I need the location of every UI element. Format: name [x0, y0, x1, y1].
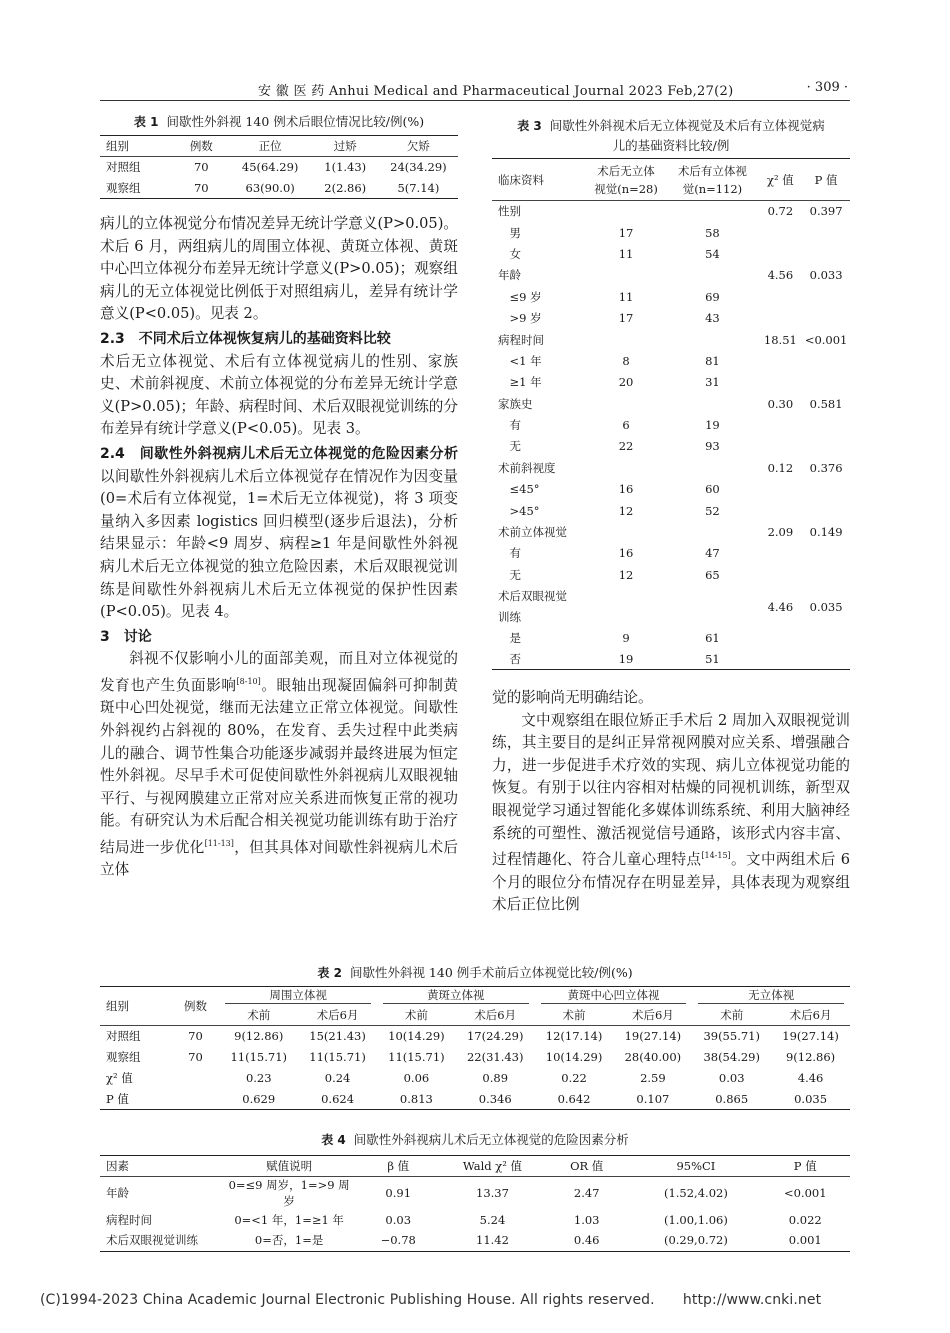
col-header: 术后6月 — [316, 1007, 359, 1022]
paragraph: 病儿的立体视觉分布情况差异无统计学意义(P>0.05)。术后 6 月，两组病儿的周围立体视、黄斑立体视、黄斑中心凹立体视分布差异无统计学意义(P>0.05)；观察组病儿的无立体视觉比例低于对照组病儿，差异有统计学意义(P<0.05)。见表 2。 — [100, 215, 458, 323]
text-run: 。眼轴出现凝固偏斜可抑制黄斑中心凹处视觉，继而无法建立正常立体视觉。间歇性外斜视约占斜视的 80%，在发育、丢失过程中此类病儿的融合、调节性集合功能逐步减弱并最终进展为恒定性外斜视。尽早手术可促使间歇性外斜视病儿双眼视轴平行、与视网膜建立正常对应关系进而恢复正常的视功能。有研究认为术后配合相关视觉功能训练有助于治疗结局进一步优化 — [100, 676, 458, 856]
table-cell: 0=≤9 周岁，1=>9 周岁 — [228, 1178, 350, 1208]
table-cell: P 值 — [106, 1091, 129, 1106]
table-cell — [802, 564, 850, 585]
table-cell — [759, 350, 803, 371]
table-row — [492, 307, 850, 328]
table-cell: 93 — [705, 439, 720, 454]
table-cell: 术前立体视觉 — [498, 525, 567, 540]
table-row — [492, 649, 850, 670]
table-cell: 1(1.43) — [324, 160, 367, 175]
table-cell: <0.001 — [783, 1186, 827, 1200]
table3-label: 表 3 — [517, 119, 542, 133]
table-cell: 43 — [705, 311, 720, 326]
table-row — [492, 414, 850, 435]
paragraph — [100, 443, 458, 624]
table-cell: 70 — [193, 160, 209, 175]
table-header-row — [100, 1156, 850, 1177]
col-header — [586, 159, 666, 201]
table-cell: 术前斜视度 — [498, 460, 556, 475]
table-cell: 女 — [498, 246, 521, 261]
table-cell: 22(31.43) — [466, 1050, 524, 1064]
table-cell: ≥1 年 — [498, 375, 542, 390]
table-header-row — [100, 987, 850, 1005]
table-cell — [586, 457, 666, 478]
table-cell: 0.91 — [385, 1186, 412, 1200]
table-cell — [802, 286, 850, 307]
table-cell: 0.22 — [561, 1071, 587, 1085]
col-group-header — [692, 987, 850, 1005]
col-header: χ² 值 — [767, 172, 794, 187]
table-cell: 47 — [705, 546, 720, 561]
table-cell — [666, 265, 758, 286]
table-cell — [759, 479, 803, 500]
col-header: 例数 — [172, 987, 220, 1026]
table-cell: 11(15.71) — [388, 1050, 445, 1064]
table-cell: 31 — [705, 375, 720, 390]
page-number: · 309 · — [806, 80, 848, 95]
citation: [11-13] — [204, 838, 234, 848]
table-cell: 无 — [498, 567, 521, 582]
col-group-header — [219, 987, 377, 1005]
table-cell — [586, 329, 666, 350]
group-label: 周围立体视 — [225, 987, 371, 1004]
table-cell — [759, 628, 803, 649]
table-cell: 19(27.14) — [624, 1029, 682, 1044]
table-cell: 15(21.43) — [309, 1029, 366, 1044]
table-cell: 2.09 — [767, 525, 794, 540]
table-cell: 年龄 — [106, 1186, 129, 1200]
col-header: 赋值说明 — [266, 1159, 313, 1173]
table-cell: 58 — [705, 225, 720, 240]
table-cell — [586, 265, 666, 286]
table-row — [492, 286, 850, 307]
table-cell: 45(64.29) — [241, 160, 299, 175]
table-cell: 家族史 — [498, 396, 533, 411]
table-cell: 0.629 — [242, 1091, 276, 1106]
table-cell: 9(12.86) — [785, 1050, 836, 1064]
table-cell — [666, 393, 758, 414]
table-cell: 2.59 — [640, 1071, 666, 1085]
citation: [14-15] — [701, 851, 731, 861]
col-header: 术前 — [562, 1007, 586, 1022]
group-label: 黄斑立体视 — [383, 987, 529, 1004]
table-header-row — [100, 136, 458, 157]
table-cell: 70 — [193, 180, 209, 195]
table-cell: 18.51 — [763, 332, 797, 347]
section-heading-3: 3 讨论 — [100, 628, 152, 645]
table-cell: 6 — [622, 418, 630, 433]
table-row — [492, 265, 850, 286]
table-cell: 0.001 — [788, 1233, 822, 1248]
table-cell — [802, 500, 850, 521]
table-row — [492, 436, 850, 457]
table-cell: 65 — [705, 567, 720, 582]
table-header-row — [492, 159, 850, 201]
table-cell: 4.46 — [767, 599, 794, 614]
table3 — [492, 158, 850, 670]
table-cell: 54 — [705, 246, 720, 261]
table2-label: 表 2 — [317, 966, 342, 980]
table-cell — [759, 372, 803, 393]
right-column-text — [492, 687, 850, 917]
paragraph: 觉的影响尚无明确结论。 — [492, 689, 653, 706]
table-cell: 病程时间 — [106, 1212, 152, 1227]
table-cell: 0.642 — [557, 1091, 591, 1106]
table-cell: 0.46 — [573, 1233, 600, 1248]
table-cell — [586, 586, 666, 628]
col-header: 组别 — [106, 139, 129, 153]
text-run: ，但其具体对间歇性斜视病儿术后立体 — [100, 838, 458, 879]
table-cell: 性别 — [498, 204, 521, 219]
table-cell: (1.52,4.02) — [663, 1186, 728, 1200]
table-cell: 11 — [618, 289, 634, 304]
table-cell: 11(15.71) — [309, 1050, 366, 1064]
col-header: 组别 — [100, 987, 172, 1026]
paragraph — [492, 710, 850, 917]
table3-body — [492, 201, 850, 586]
table-cell: 0.30 — [767, 396, 794, 411]
col-group-header — [535, 987, 693, 1005]
table4-title: 间歇性外斜视病儿术后无立体视觉的危险因素分析 — [353, 1132, 629, 1147]
table-cell: 0.107 — [636, 1091, 670, 1106]
table-cell: 19 — [618, 651, 634, 666]
table-cell: 16 — [618, 482, 634, 497]
table-cell: 0.033 — [809, 268, 843, 283]
table-cell — [759, 286, 803, 307]
table-cell — [802, 649, 850, 670]
group-label: 无立体视 — [698, 987, 844, 1004]
table-cell — [759, 243, 803, 264]
table-row — [100, 1177, 850, 1210]
table-cell: χ² 值 — [106, 1071, 133, 1085]
table-cell — [802, 436, 850, 457]
table-cell: 无 — [498, 439, 521, 454]
table-cell: 12(17.14) — [545, 1029, 603, 1044]
journal-info: 安 徽 医 药 Anhui Medical and Pharmaceutical Journal 2023 Feb,27(2) — [258, 84, 734, 99]
table-cell: (1.00,1.06) — [663, 1212, 728, 1227]
col-header: P 值 — [814, 172, 838, 187]
table-cell — [759, 414, 803, 435]
table-cell: ≤9 岁 — [498, 289, 542, 304]
table-cell — [802, 628, 850, 649]
table-cell: 60 — [705, 482, 720, 497]
table-cell: 24(34.29) — [390, 160, 447, 175]
section-heading-2-3: 2.3 不同术后立体视恢复病儿的基础资料比较 — [100, 330, 391, 347]
table-row — [100, 157, 458, 178]
table-cell: 男 — [498, 225, 521, 240]
table4 — [100, 1155, 850, 1252]
table-row — [492, 543, 850, 564]
table-cell — [586, 521, 666, 542]
table3-caption — [492, 116, 850, 156]
table-cell: 12 — [618, 567, 634, 582]
table-cell — [172, 1068, 220, 1089]
table-cell: 有 — [498, 418, 521, 433]
table-cell: 13.37 — [476, 1186, 509, 1200]
table-cell: −0.78 — [380, 1233, 416, 1248]
table-cell — [759, 564, 803, 585]
citation: [8-10] — [236, 676, 261, 686]
table-cell: 11 — [618, 246, 634, 261]
table-cell — [759, 222, 803, 243]
col-header: 因素 — [106, 1159, 129, 1173]
table-cell: 17 — [618, 225, 634, 240]
table-row — [492, 393, 850, 414]
col-header: 术后6月 — [631, 1007, 674, 1022]
table-cell: 0.72 — [767, 204, 794, 219]
header-line: 觉(n=112) — [682, 181, 743, 196]
table-cell — [802, 479, 850, 500]
table-cell: 5.24 — [479, 1212, 506, 1227]
table4-body — [100, 1177, 850, 1252]
table-cell — [586, 201, 666, 222]
table-cell — [802, 222, 850, 243]
group-label: 黄斑中心凹立体视 — [541, 987, 687, 1004]
left-column-text — [100, 213, 458, 882]
col-header: 术后6月 — [789, 1007, 832, 1022]
table-cell — [666, 457, 758, 478]
table-cell: 10(14.29) — [388, 1029, 445, 1044]
table-row — [100, 1209, 850, 1230]
header-line: 术后有立体视 — [677, 163, 747, 178]
table-cell — [759, 307, 803, 328]
table-cell: 0.376 — [809, 460, 843, 475]
table-cell: 0.022 — [788, 1212, 822, 1227]
col-header: 正位 — [258, 139, 282, 153]
paragraph-body: 以间歇性外斜视病儿术后立体视觉存在情况作为因变量(0=术后有立体视觉，1=术后无立体视觉)，将 3 项变量纳入多因素 logistics 回归模型(逐步后退法)，分析结果显示：年龄<9 周岁、病程≥1 年是间歇性外斜视病儿术后无立体视觉的独立危险因素，术后双眼视觉训练是间歇性外斜视病儿术后无立体视觉的保护性因素(P<0.05)。见表 4。 — [100, 467, 458, 621]
col-header: 欠矫 — [406, 139, 430, 153]
table-cell — [172, 1089, 220, 1110]
table-cell: 观察组 — [106, 1050, 141, 1064]
table-cell: 70 — [188, 1029, 203, 1044]
text-run: 斜视不仅影响小儿的面部美观，而且对立体视觉的发育也产生负面影响 — [100, 650, 458, 694]
table-row — [492, 329, 850, 350]
table-row — [492, 372, 850, 393]
table-cell — [666, 329, 758, 350]
table-cell: 术后双眼视觉训练 — [106, 1233, 198, 1248]
table2-caption — [100, 963, 850, 981]
table-cell — [802, 372, 850, 393]
table-cell — [759, 649, 803, 670]
table-cell: 是 — [498, 631, 521, 646]
table-cell: 0.24 — [324, 1071, 351, 1085]
table-cell — [802, 414, 850, 435]
col-header: 术前 — [247, 1007, 271, 1022]
table-cell: <0.001 — [804, 332, 848, 347]
table-cell: 39(55.71) — [703, 1029, 760, 1044]
table-cell: 0.397 — [809, 204, 843, 219]
table3-title: 间歇性外斜视术后无立体视觉及术后有立体视觉病 — [549, 118, 825, 133]
table-cell: >9 岁 — [498, 311, 542, 326]
table-cell: 0.89 — [482, 1071, 509, 1085]
table-row — [100, 1068, 850, 1089]
table-cell: <1 年 — [498, 353, 542, 368]
col-header — [666, 159, 758, 201]
table-cell: 19(27.14) — [782, 1029, 839, 1044]
table-cell: 9(12.86) — [234, 1029, 284, 1044]
table-cell: 有 — [498, 546, 521, 561]
col-header: P 值 — [793, 1159, 817, 1173]
header-line: 视觉(n=28) — [594, 181, 658, 196]
table-cell: 12 — [618, 503, 634, 518]
table-row — [492, 586, 850, 628]
table-cell: 0.346 — [478, 1091, 512, 1106]
table-row — [100, 1047, 850, 1068]
col-group-header — [377, 987, 535, 1005]
table-cell: 2(2.86) — [324, 180, 367, 195]
table-cell: 对照组 — [106, 160, 141, 175]
copyright-footer: (C)1994-2023 China Academic Journal Electronic Publishing House. All rights reserved. http://www.cnki.net — [40, 1292, 822, 1308]
table-cell: 对照组 — [106, 1029, 141, 1044]
table-cell — [802, 307, 850, 328]
paragraph: 术后无立体视觉、术后有立体视觉病儿的性别、家族史、术前斜视度、术前立体视觉的分布差异无统计学意义(P>0.05)；年龄、病程时间、术后双眼视觉训练的分布差异有统计学意义(P<0.05)。见表 3。 — [100, 352, 458, 438]
caption-line: 儿的基础资料比较/例 — [612, 138, 730, 153]
table-cell: 2.47 — [573, 1186, 600, 1200]
table-cell: 0.23 — [245, 1071, 272, 1085]
table4-label: 表 4 — [321, 1133, 346, 1147]
table1-caption — [100, 112, 458, 130]
table-row — [492, 350, 850, 371]
table-cell: 0.035 — [794, 1091, 828, 1106]
table-cell: 38(54.29) — [703, 1050, 760, 1064]
table-cell: 4.56 — [767, 268, 794, 283]
table-cell: 69 — [705, 289, 720, 304]
col-header: 临床资料 — [498, 172, 544, 187]
table1-label: 表 1 — [133, 115, 159, 129]
section-heading-2-4: 2.4 间歇性外斜视病儿术后无立体视觉的危险因素分析 — [100, 445, 458, 462]
col-header: 术前 — [404, 1007, 428, 1022]
table-cell: 63(90.0) — [245, 180, 295, 195]
table-cell: 0.813 — [399, 1091, 433, 1106]
table-cell: 51 — [705, 651, 720, 666]
table-row — [100, 1230, 850, 1251]
table-row — [492, 457, 850, 478]
table-cell: 61 — [705, 631, 720, 646]
table-cell: 5(7.14) — [397, 180, 440, 195]
table2-title: 间歇性外斜视 140 例手术前后立体视觉比较/例(%) — [349, 965, 633, 980]
table1-title: 间歇性外斜视 140 例术后眼位情况比较/例(%) — [166, 114, 425, 129]
table-row — [492, 564, 850, 585]
paragraph — [100, 648, 458, 882]
table-cell: 10(14.29) — [545, 1050, 603, 1064]
table1 — [100, 135, 458, 199]
table-cell: 0.035 — [809, 599, 843, 614]
table-cell: 0.149 — [809, 525, 843, 540]
table4-caption — [100, 1130, 850, 1148]
table-row — [100, 1089, 850, 1110]
table-cell — [759, 436, 803, 457]
table-cell: 0.865 — [715, 1091, 749, 1106]
table2 — [100, 986, 850, 1110]
table-cell: 0=<1 年，1=≥1 年 — [234, 1212, 344, 1227]
table-cell: 19 — [705, 418, 720, 433]
table-row — [492, 500, 850, 521]
table-cell — [666, 201, 758, 222]
table-cell: 0.624 — [321, 1091, 355, 1106]
table-cell: 17(24.29) — [466, 1029, 524, 1044]
table-cell: 0.581 — [809, 396, 843, 411]
table-row — [492, 222, 850, 243]
table-row — [492, 479, 850, 500]
table-cell: 16 — [618, 546, 634, 561]
col-header: 例数 — [189, 139, 213, 153]
col-header: OR 值 — [570, 1159, 604, 1173]
header-line: 术后无立体 — [597, 163, 655, 178]
table-row — [492, 201, 850, 222]
col-header: Wald χ² 值 — [462, 1159, 523, 1173]
table-cell: 0=否，1=是 — [254, 1233, 324, 1248]
table-cell — [666, 586, 758, 628]
cell-line: 训练 — [498, 609, 521, 624]
text-run: 。文中两组术后 6 个月的眼位分布情况存在明显差异，具体表现为观察组术后正位比例 — [492, 851, 850, 914]
table-cell — [586, 393, 666, 414]
running-header — [100, 78, 850, 101]
col-header: 术后6月 — [474, 1007, 517, 1022]
table-cell: 0.06 — [403, 1071, 430, 1085]
col-header: 95%CI — [676, 1159, 716, 1173]
table-cell — [802, 543, 850, 564]
table-row — [492, 521, 850, 542]
table-cell — [759, 500, 803, 521]
table-row — [100, 1026, 850, 1047]
col-header: 术前 — [720, 1007, 744, 1022]
table-cell: 0.12 — [767, 460, 794, 475]
table-cell: 70 — [188, 1050, 203, 1064]
table-cell — [802, 243, 850, 264]
col-header: β 值 — [387, 1159, 410, 1173]
table-cell: 0.03 — [718, 1071, 745, 1085]
caption-line — [492, 116, 850, 136]
cell-line: 术后双眼视觉 — [498, 588, 567, 603]
table-row — [492, 243, 850, 264]
table-cell: 81 — [705, 353, 720, 368]
table-cell: 4.46 — [797, 1071, 824, 1085]
table-cell: 0.03 — [385, 1212, 412, 1227]
table-row — [100, 178, 458, 199]
text-run: 文中观察组在眼位矫正手术后 2 周加入双眼视觉训练，其主要目的是纠正异常视网膜对应关系、增强融合力，进一步促进手术疗效的实现、病儿立体视觉功能的恢复。有别于以往内容相对枯燥的同视机训练，新型双眼视觉学习通过智能化多媒体训练系统、利用大脑神经系统的可塑性、激活视觉信号通路，该形式内容丰富、过程情趣化、符合儿童心理特点 — [492, 711, 850, 869]
table-cell: 20 — [618, 375, 634, 390]
table-cell: (0.29,0.72) — [663, 1233, 728, 1248]
table-cell: ≤45° — [498, 482, 540, 497]
table-row — [492, 628, 850, 649]
table-cell: 22 — [618, 439, 634, 454]
table-cell: 11.42 — [476, 1233, 509, 1248]
table-cell — [492, 586, 586, 628]
table-cell: 1.03 — [573, 1212, 600, 1227]
table-cell: 观察组 — [106, 180, 141, 195]
table-cell: 17 — [618, 311, 634, 326]
table-cell: 9 — [622, 631, 630, 646]
table2-body — [100, 1026, 850, 1110]
table-cell: 8 — [622, 353, 630, 368]
table-cell: 52 — [705, 503, 720, 518]
table-cell: 否 — [498, 651, 521, 666]
table-cell — [759, 543, 803, 564]
table-cell — [802, 350, 850, 371]
table-cell — [666, 521, 758, 542]
table-cell: 28(40.00) — [624, 1050, 682, 1064]
table-cell: 病程时间 — [498, 332, 544, 347]
table-cell: 11(15.71) — [230, 1050, 287, 1064]
col-header: 过矫 — [333, 139, 357, 153]
table-cell: >45° — [498, 503, 540, 518]
table-cell: 年龄 — [498, 268, 521, 283]
